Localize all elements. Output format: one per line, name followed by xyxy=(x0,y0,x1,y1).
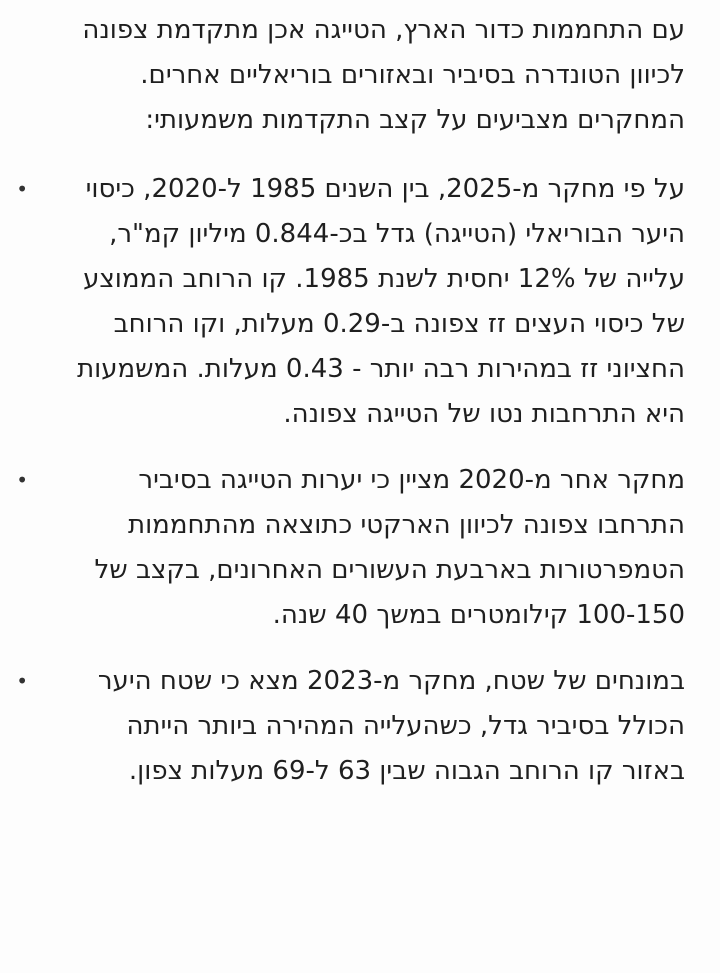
list-item-text: על פי מחקר מ-2025, בין השנים 1985 ל-2020, כיסוי היער הבוריאלי (הטייגה) גדל בכ-0.844 מיליון קמ"ר, עלייה של 12% יחסית לשנת 1985. קו הרוחב הממוצע של כיסוי העצים זז צפונה ב-0.29 מעלות, וקו הרוחב החציוני זז במהירות רבה יותר - 0.43 מעלות. המשמעות היא התרחבות נטו של הטייגה צפונה. xyxy=(77,174,685,429)
list-item: • מחקר אחר מ-2020 מציין כי יערות הטייגה בסיביר התרחבו צפונה לכיוון הארקטי כתוצאה מהתחממות הטמפרטורות בארבעת העשורים האחרונים, בקצב של 100-150 קילומטרים במשך 40 שנה. xyxy=(40,458,685,638)
findings-list xyxy=(16,167,685,794)
list-item-text: מחקר אחר מ-2020 מציין כי יערות הטייגה בסיביר התרחבו צפונה לכיוון הארקטי כתוצאה מהתחממות הטמפרטורות בארבעת העשורים האחרונים, בקצב של 100-150 קילומטרים במשך 40 שנה. xyxy=(94,465,685,630)
list-item: • במונחים של שטח, מחקר מ-2023 מצא כי שטח היער הכולל בסיביר גדל, כשהעלייה המהירה ביותר הייתה באזור קו הרוחב הגבוה שבין 63 ל-69 מעלות צפון. xyxy=(40,659,685,794)
list-item-text: במונחים של שטח, מחקר מ-2023 מצא כי שטח היער הכולל בסיביר גדל, כשהעלייה המהירה ביותר הייתה באזור קו הרוחב הגבוה שבין 63 ל-69 מעלות צפון. xyxy=(97,666,685,786)
intro-paragraph: עם התחממות כדור הארץ, הטייגה אכן מתקדמת צפונה לכיוון הטונדרה בסיביר ובאזורים בוריאליים אחרים. המחקרים מצביעים על קצב התקדמות משמעותי: xyxy=(82,15,685,135)
list-item: • על פי מחקר מ-2025, בין השנים 1985 ל-2020, כיסוי היער הבוריאלי (הטייגה) גדל בכ-0.844 מיליון קמ"ר, עלייה של 12% יחסית לשנת 1985. קו הרוחב הממוצע של כיסוי העצים זז צפונה ב-0.29 מעלות, וקו הרוחב החציוני זז במהירות רבה יותר - 0.43 מעלות. המשמעות היא התרחבות נטו של הטייגה צפונה. xyxy=(40,167,685,437)
